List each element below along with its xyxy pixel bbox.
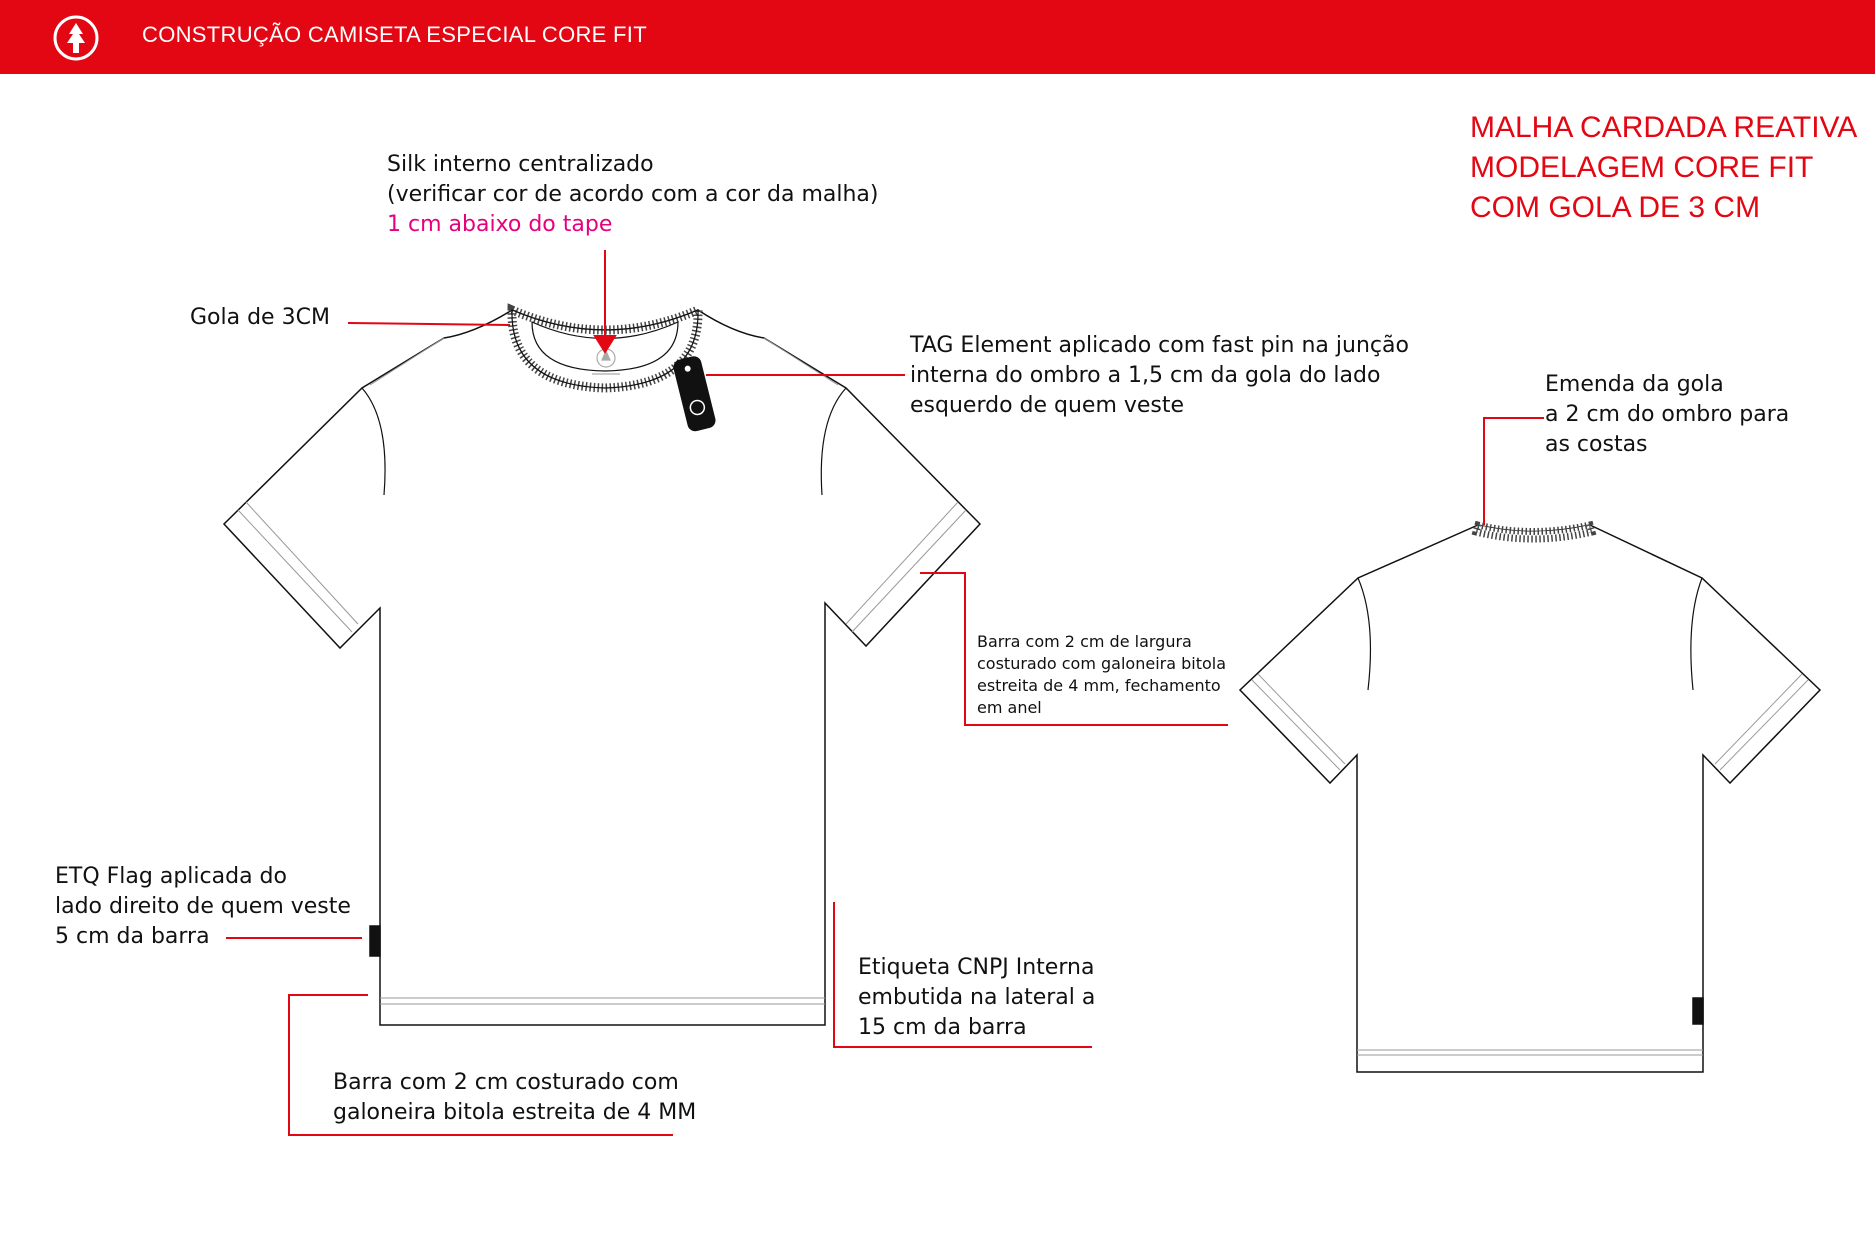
etiqueta-cnpj-line: 15 cm da barra <box>858 1015 1027 1040</box>
spec-line: COM GOLA DE 3 CM <box>1470 191 1761 224</box>
emenda-line: a 2 cm do ombro para <box>1545 402 1790 427</box>
barra-line: Barra com 2 cm costurado com <box>333 1070 679 1095</box>
emenda-line: as costas <box>1545 432 1648 457</box>
barra-label <box>333 1068 696 1128</box>
etiqueta-cnpj-line: embutida na lateral a <box>858 985 1096 1010</box>
etiqueta-cnpj-line: Etiqueta CNPJ Interna <box>858 955 1095 980</box>
tag-line: esquerdo de quem veste <box>910 393 1185 418</box>
back-tshirt <box>1240 525 1820 1072</box>
page-title: CONSTRUÇÃO CAMISETA ESPECIAL CORE FIT <box>142 22 647 47</box>
silk-line: (verificar cor de acordo com a cor da malha) <box>387 182 879 207</box>
barra-manga-label <box>977 631 1226 719</box>
etq-flag-icon <box>370 926 380 956</box>
tag-line: TAG Element aplicado com fast pin na junção <box>910 333 1409 358</box>
emenda-line: Emenda da gola <box>1545 372 1724 397</box>
barra-manga-line: costurado com galoneira bitola <box>977 654 1227 673</box>
etiqueta-cnpj-label <box>858 953 1095 1043</box>
etq-flag-line: ETQ Flag aplicada do <box>55 864 287 889</box>
etq-flag-line: 5 cm da barra <box>55 924 210 949</box>
barra-manga-line: estreita de 4 mm, fechamento <box>977 676 1221 695</box>
etq-flag-line: lado direito de quem veste <box>55 894 351 919</box>
silk-highlight: 1 cm abaixo do tape <box>387 212 613 237</box>
silk-line: Silk interno centralizado <box>387 152 654 177</box>
tag-line: interna do ombro a 1,5 cm da gola do lado <box>910 363 1381 388</box>
back-body-outline <box>1240 525 1820 1072</box>
tag-label <box>910 331 1409 421</box>
spec-line: MALHA CARDADA REATIVA <box>1470 111 1858 144</box>
barra-manga-line: Barra com 2 cm de largura <box>977 632 1192 651</box>
gola-label: Gola de 3CM <box>190 305 330 330</box>
etq-flag-label <box>55 862 351 952</box>
spec-line: MODELAGEM CORE FIT <box>1470 151 1814 184</box>
cnpj-label-icon <box>1693 998 1703 1024</box>
emenda-label <box>1545 370 1789 460</box>
barra-line: galoneira bitola estreita de 4 MM <box>333 1100 697 1125</box>
barra-manga-line: em anel <box>977 698 1042 717</box>
silk-label <box>387 150 879 240</box>
